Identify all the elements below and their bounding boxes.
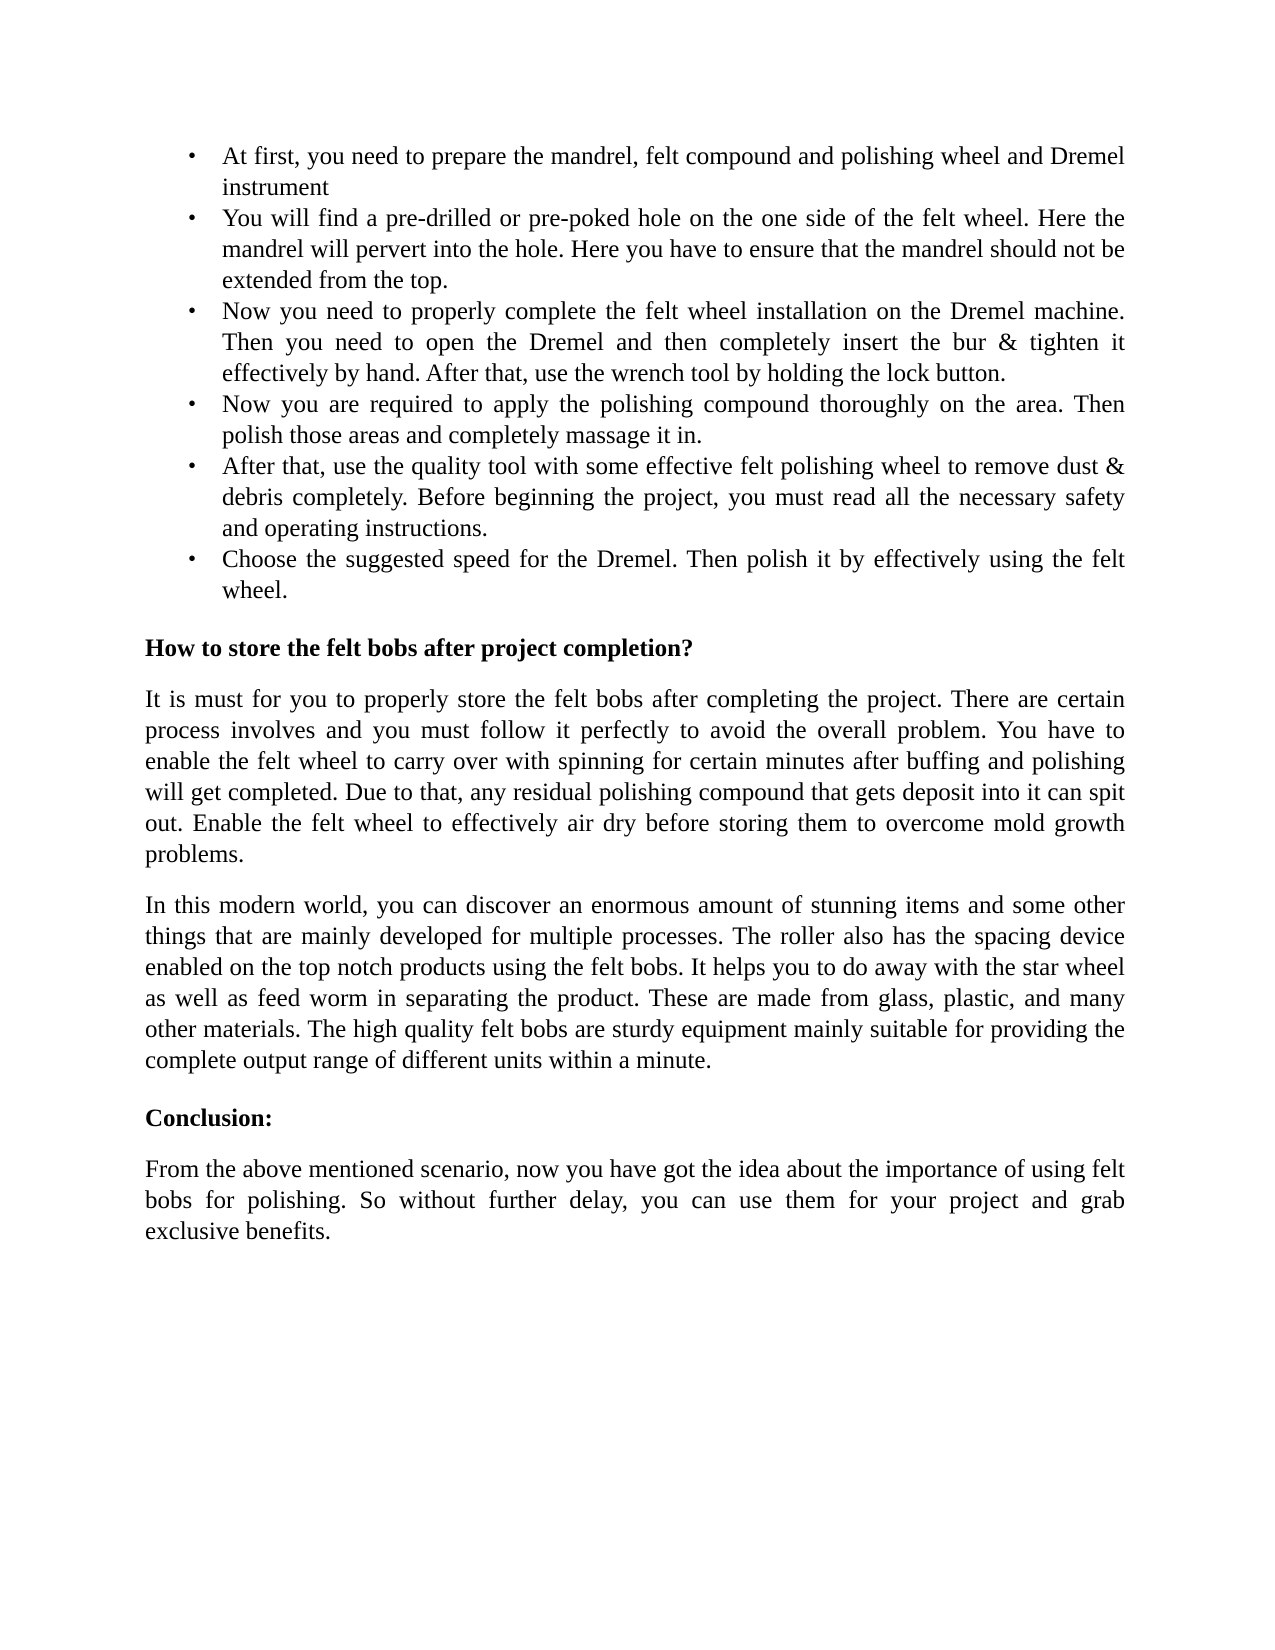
bullet-text: Now you are required to apply the polishing compound thoroughly on the area. Then polish those areas and completely massage it in.: [222, 391, 1125, 449]
bullet-marker: •: [188, 143, 197, 168]
bullet-item: [145, 451, 1125, 544]
bullet-item: [145, 389, 1125, 451]
bullet-item: [145, 203, 1125, 296]
paragraph: From the above mentioned scenario, now you have got the idea about the importance of using felt bobs for polishing. So without further delay, you can use them for your project and grab exclusive benefits.: [145, 1156, 1125, 1245]
bullet-marker: •: [188, 546, 197, 571]
section-heading-storage: How to store the felt bobs after project completion?: [145, 635, 694, 662]
bullet-marker: •: [188, 453, 197, 478]
bullet-item: [145, 544, 1125, 606]
section-storage: [145, 633, 1125, 1076]
paragraph: In this modern world, you can discover an enormous amount of stunning items and some other things that are mainly developed for multiple processes. The roller also has the spacing device enabled on the top notch products using the felt bobs. It helps you to do away with the star wheel as well as feed worm in separating the product. These are made from glass, plastic, and many other materials. The high quality felt bobs are sturdy equipment mainly suitable for providing the complete output range of different units within a minute.: [145, 892, 1125, 1074]
bullet-item: [145, 296, 1125, 389]
bullet-marker: •: [188, 391, 197, 416]
bullet-marker: •: [188, 298, 197, 323]
paragraph: It is must for you to properly store the felt bobs after completing the project. There are certain process involves and you must follow it perfectly to avoid the overall problem. You have to enable the felt wheel to carry over with spinning for certain minutes after buffing and polishing will get completed. Due to that, any residual polishing compound that gets deposit into it can spit out. Enable the felt wheel to effectively air dry before storing them to overcome mold growth problems.: [145, 686, 1125, 868]
bullet-text: Choose the suggested speed for the Dremel. Then polish it by effectively using the felt wheel.: [222, 546, 1125, 604]
bullet-text: You will find a pre-drilled or pre-poked hole on the one side of the felt wheel. Here the mandrel will pervert into the hole. Here you have to ensure that the mandrel should not be extended from the top.: [222, 205, 1125, 294]
bullet-marker: •: [188, 205, 197, 230]
bullet-item: [145, 141, 1125, 203]
bullet-text: After that, use the quality tool with some effective felt polishing wheel to remove dust & debris completely. Before beginning the project, you must read all the necessary safety and operating instructions.: [222, 453, 1125, 542]
section-heading-conclusion: Conclusion:: [145, 1105, 273, 1132]
section-conclusion: [145, 1103, 1125, 1247]
instruction-bullet-list: [145, 141, 1125, 606]
bullet-text: At first, you need to prepare the mandrel, felt compound and polishing wheel and Dremel instrument: [222, 143, 1125, 201]
bullet-text: Now you need to properly complete the felt wheel installation on the Dremel machine. Then you need to open the Dremel and then completely insert the bur & tighten it effectively by hand. After that, use the wrench tool by holding the lock button.: [222, 298, 1125, 387]
